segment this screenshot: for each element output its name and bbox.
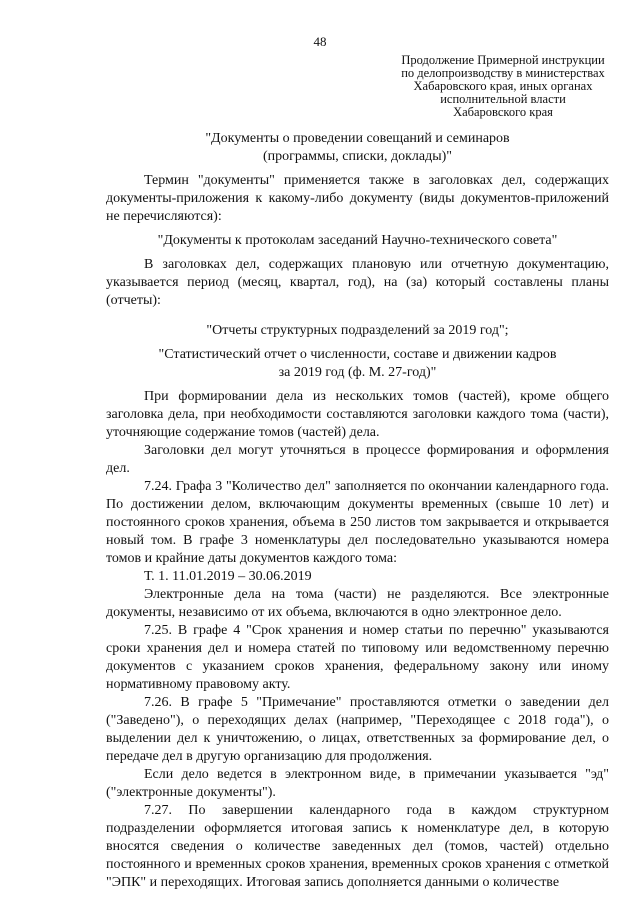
example-title: "Документы к протоколам заседаний Научно-технического совета" xyxy=(157,233,558,248)
paragraph: Термин "документы" применяется также в заголовках дел, содержащих документы-приложения к какому-либо документу (виды документов-приложений не перечисляются): xyxy=(106,173,609,224)
paragraph: Заголовки дел могут уточняться в процессе формирования и оформления дел. xyxy=(106,443,609,476)
paragraph: 7.26. В графе 5 "Примечание" проставляются отметки о заведении дел ("Заведено"), о переходящих делах (например, "Переходящее с 2018 года"), о выделении дел к уничтожению, о лицах, ответственных за формирование дел, о передаче дел в другую организацию для продолжения. xyxy=(106,695,609,764)
paragraph: Электронные дела на тома (части) не разделяются. Все электронные документы, независимо от их объема, включаются в одно электронное дело. xyxy=(106,587,609,620)
example-title xyxy=(106,346,609,382)
header-note-line: исполнительной власти xyxy=(440,92,566,106)
header-note-line: Хабаровского края xyxy=(453,105,553,119)
paragraph: Если дело ведется в электронном виде, в примечании указывается "эд" ("электронные документы"). xyxy=(106,767,609,800)
header-note-line: Продолжение Примерной инструкции xyxy=(401,53,605,67)
example-line: "Документы о проведении совещаний и семинаров xyxy=(205,131,510,146)
header-note-line: по делопроизводству в министерствах xyxy=(401,66,605,80)
page-number: 48 xyxy=(313,34,327,49)
example-line: Т. 1. 11.01.2019 – 30.06.2019 xyxy=(144,569,312,584)
example-line: "Статистический отчет о численности, составе и движении кадров xyxy=(158,347,557,362)
paragraph: При формировании дела из нескольких томов (частей), кроме общего заголовка дела, при необходимости составляются заголовки каждого тома (части), уточняющие содержание томов (частей) дела. xyxy=(106,389,609,440)
paragraph: 7.25. В графе 4 "Срок хранения и номер статьи по перечню" указываются сроки хранения дел и номера статей по типовому или ведомственному перечню документов с указанием сроков хранения, федеральному закону или иному нормативному правовому акту. xyxy=(106,623,609,692)
document-body xyxy=(106,130,609,892)
example-line: (программы, списки, доклады)" xyxy=(263,149,452,164)
paragraph: В заголовках дел, содержащих плановую или отчетную документацию, указывается период (месяц, квартал, год), на (за) который составлены планы (отчеты): xyxy=(106,257,609,308)
header-note xyxy=(388,54,618,119)
example-title xyxy=(106,130,609,166)
paragraph: 7.27. По завершении календарного года в каждом структурном подразделении оформляется итоговая запись к номенклатуре дел, в которую вносятся сведения о количестве заведенных дел (томов, частей) отдельно постоянного и временных сроков хранения, временных сроков хранения с отметкой "ЭПК" и переходящих. Итоговая запись дополняется данными о количестве xyxy=(106,803,609,890)
paragraph: 7.24. Графа 3 "Количество дел" заполняется по окончании календарного года. По достижении делом, включающим документы временных (свыше 10 лет) и постоянного сроков хранения, объема в 250 листов том закрывается и открывается новый том. В графе 3 номенклатуры дел последовательно указываются номера томов и крайние даты документов каждого тома: xyxy=(106,479,609,566)
example-title: "Отчеты структурных подразделений за 2019 год"; xyxy=(206,323,509,338)
example-line: за 2019 год (ф. М. 27-год)" xyxy=(278,365,437,380)
header-note-line: Хабаровского края, иных органах xyxy=(413,79,593,93)
